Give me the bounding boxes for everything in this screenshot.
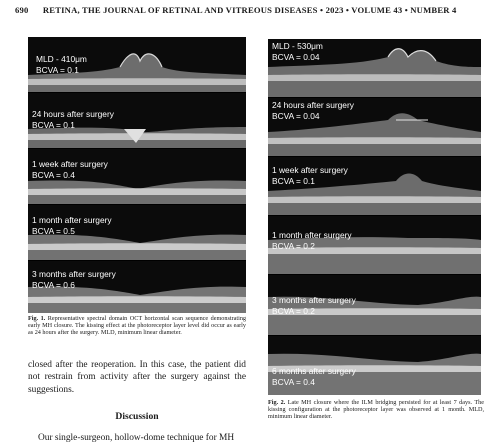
scan-label: 3 months after surgery BCVA = 0.6 xyxy=(32,269,116,290)
page-number: 690 xyxy=(15,5,29,15)
oct-scan xyxy=(28,93,246,149)
figure-2 xyxy=(268,39,481,395)
body-paragraph-2: Our single-surgeon, hollow-dome technique for MH xyxy=(38,433,235,443)
scan-label: 1 week after surgery BCVA = 0.1 xyxy=(272,165,348,186)
caption-text: Late MH closure where the ILM bridging persisted for at least 7 days. The kissing configuration at the photoreceptor layer was observed at 1 month. MLD, minimum linear diameter. xyxy=(268,399,485,421)
figure-1-caption xyxy=(28,315,246,336)
figure-2-caption xyxy=(268,399,484,420)
journal-line: RETINA, THE JOURNAL OF RETINAL AND VITREOUS DISEASES • 2023 • VOLUME 43 • NUMBER 4 xyxy=(42,5,457,15)
oct-scan xyxy=(268,98,481,157)
scan-label: 24 hours after surgery BCVA = 0.1 xyxy=(32,109,114,130)
scan-label: 3 months after surgery BCVA = 0.2 xyxy=(272,295,356,316)
scan-label: 1 week after surgery BCVA = 0.4 xyxy=(32,159,108,180)
scan-label: 1 month after surgery BCVA = 0.5 xyxy=(32,215,112,236)
scan-label: MLD - 530μm BCVA = 0.04 xyxy=(272,41,323,62)
caption-text: Representative spectral domain OCT horizontal scan sequence demonstrating early MH closure. The kissing effect at the photoreceptor layer level did occur as early as 24 hours after the surgery. MLD, minimum linear diameter. xyxy=(28,315,247,337)
scan-label: MLD - 410μm BCVA = 0.1 xyxy=(36,54,87,75)
running-head xyxy=(15,5,457,15)
scan-label: 24 hours after surgery BCVA = 0.04 xyxy=(272,100,354,121)
oct-scan xyxy=(268,275,481,336)
scan-label: 6 months after surgery BCVA = 0.4 xyxy=(272,366,356,387)
body-paragraph: closed after the reoperation. In this case, the patient did not restrain from activity after the surgery against the suggestions. xyxy=(28,360,246,395)
oct-scan xyxy=(28,261,246,313)
oct-scan xyxy=(28,205,246,261)
oct-scan xyxy=(268,157,481,216)
section-heading: Discussion xyxy=(115,411,159,422)
caption-label: Fig. 1. xyxy=(28,315,46,322)
oct-scan xyxy=(28,37,246,93)
caption-label: Fig. 2. xyxy=(268,399,286,406)
scan-label: 1 month after surgery BCVA = 0.2 xyxy=(272,230,352,251)
oct-scan xyxy=(268,39,481,98)
figure-1 xyxy=(28,37,246,313)
oct-scan xyxy=(268,336,481,395)
oct-scan xyxy=(28,149,246,205)
oct-scan xyxy=(268,216,481,275)
